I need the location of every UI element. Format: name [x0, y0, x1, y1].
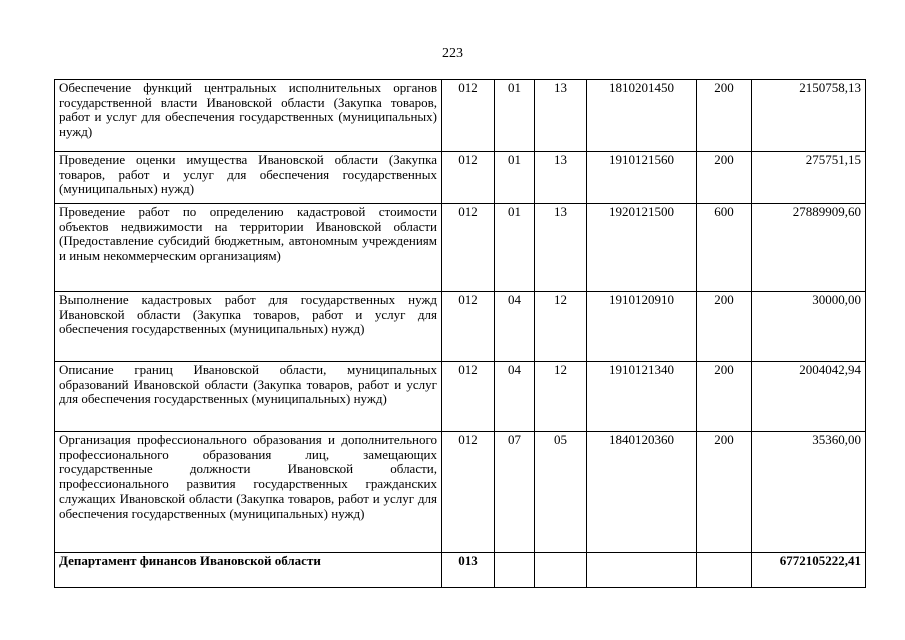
section-code: 01: [495, 80, 535, 152]
total-target-code: [587, 553, 697, 588]
expense-type-code: 200: [697, 152, 752, 204]
amount: 30000,00: [752, 292, 866, 362]
target-code: 1910120910: [587, 292, 697, 362]
row-name: Организация профессионального образования и дополнительного профессионального образования лиц, замещающих государственные должности Ивановской области, профессионального развития государственных гражданских служащих Ивановской области (Закупка товаров, работ и услуг для обеспечения государственных (муниципальных) нужд): [55, 432, 442, 553]
subsection-code: 13: [535, 80, 587, 152]
ministry-code: 012: [442, 80, 495, 152]
target-code: 1920121500: [587, 204, 697, 292]
section-code: 01: [495, 152, 535, 204]
subsection-code: 12: [535, 362, 587, 432]
section-code: 01: [495, 204, 535, 292]
table-row: [55, 152, 866, 204]
amount: 2004042,94: [752, 362, 866, 432]
total-section-code: [495, 553, 535, 588]
total-ministry-code: 013: [442, 553, 495, 588]
amount: 275751,15: [752, 152, 866, 204]
expense-type-code: 200: [697, 362, 752, 432]
expense-type-code: 200: [697, 432, 752, 553]
table-row: [55, 362, 866, 432]
expense-type-code: 200: [697, 80, 752, 152]
subsection-code: 05: [535, 432, 587, 553]
ministry-code: 012: [442, 432, 495, 553]
subsection-code: 13: [535, 204, 587, 292]
expense-type-code: 200: [697, 292, 752, 362]
target-code: 1910121560: [587, 152, 697, 204]
subsection-code: 13: [535, 152, 587, 204]
expense-type-code: 600: [697, 204, 752, 292]
amount: 27889909,60: [752, 204, 866, 292]
target-code: 1840120360: [587, 432, 697, 553]
table-row: [55, 432, 866, 553]
section-code: 04: [495, 292, 535, 362]
ministry-code: 012: [442, 292, 495, 362]
amount: 35360,00: [752, 432, 866, 553]
total-expense-type-code: [697, 553, 752, 588]
section-code: 04: [495, 362, 535, 432]
row-name: Обеспечение функций центральных исполнительных органов государственной власти Ивановской области (Закупка товаров, работ и услуг для обеспечения государственных (муниципальных) нужд): [55, 80, 442, 152]
target-code: 1910121340: [587, 362, 697, 432]
subsection-code: 12: [535, 292, 587, 362]
row-name: Проведение оценки имущества Ивановской области (Закупка товаров, работ и услуг для обеспечения государственных (муниципальных) нужд): [55, 152, 442, 204]
table-row: [55, 80, 866, 152]
amount: 2150758,13: [752, 80, 866, 152]
section-code: 07: [495, 432, 535, 553]
total-subsection-code: [535, 553, 587, 588]
total-row: [55, 553, 866, 588]
total-amount: 6772105222,41: [752, 553, 866, 588]
table-row: [55, 204, 866, 292]
budget-table: [54, 79, 866, 588]
target-code: 1810201450: [587, 80, 697, 152]
row-name: Проведение работ по определению кадастровой стоимости объектов недвижимости на территории Ивановской области (Предоставление субсидий бюджетным, автономным учреждениям и иным некоммерческим организациям): [55, 204, 442, 292]
ministry-code: 012: [442, 362, 495, 432]
ministry-code: 012: [442, 204, 495, 292]
ministry-code: 012: [442, 152, 495, 204]
total-name: Департамент финансов Ивановской области: [55, 553, 442, 588]
page-number: 223: [442, 46, 463, 61]
table-row: [55, 292, 866, 362]
row-name: Описание границ Ивановской области, муниципальных образований Ивановской области (Закупка товаров, работ и услуг для обеспечения государственных (муниципальных) нужд): [55, 362, 442, 432]
row-name: Выполнение кадастровых работ для государственных нужд Ивановской области (Закупка товаров, работ и услуг для обеспечения государственных (муниципальных) нужд): [55, 292, 442, 362]
